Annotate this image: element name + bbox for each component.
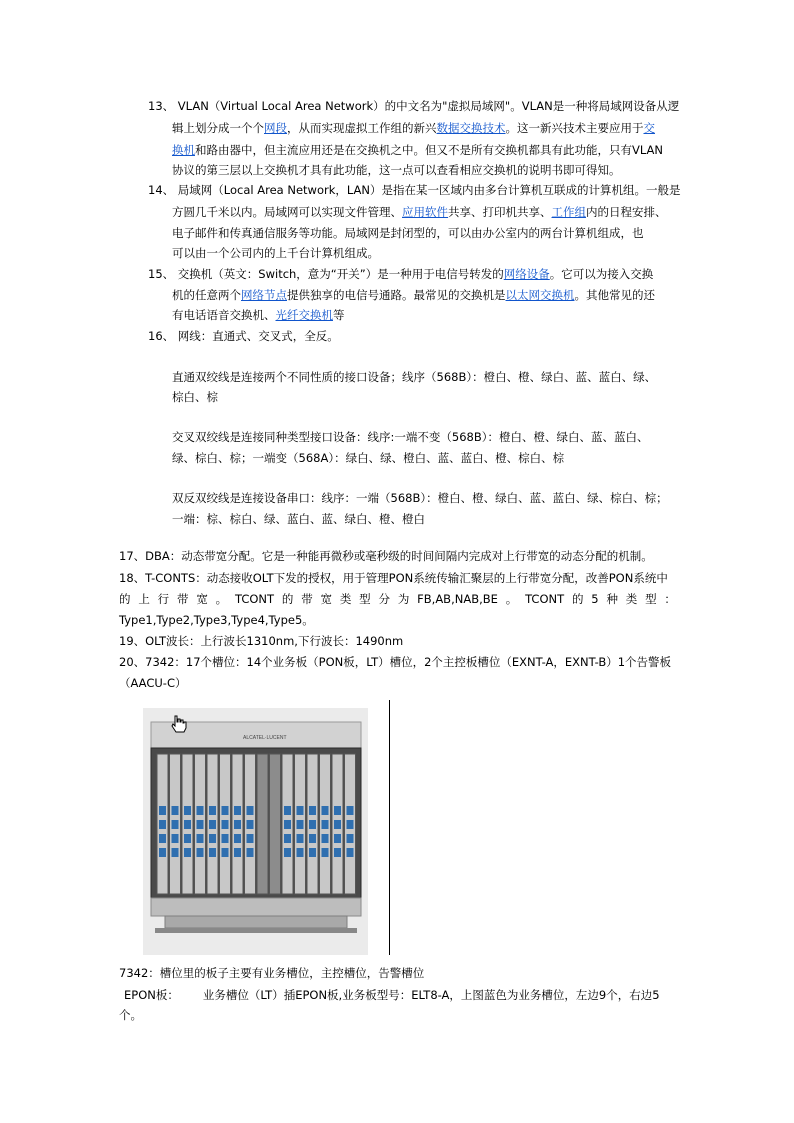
optical-port [347,848,354,857]
optical-port [247,806,254,815]
optical-port [309,806,316,815]
optical-port [334,834,341,843]
item-13-line-1: 13、 VLAN（Virtual Local Area Network）的中文名为"虚拟局域网"。VLAN是一种将局域网设备从逻 [148,99,680,113]
optical-port [347,806,354,815]
optical-port [347,820,354,829]
item-16-line-1: 16、 网线：直通式、交叉式，全反。 [148,329,339,343]
optical-port [334,820,341,829]
straight-cable-line-1: 直通双绞线是连接两个不同性质的接口设备；线序（568B）：橙白、橙、绿白、蓝、蓝白、绿、 [172,370,657,384]
optical-port [184,820,191,829]
item-14-line-1: 14、 局域网（Local Area Network，LAN）是指在某一区域内由多台计算机互联成的计算机组。一般是 [148,183,681,197]
optical-port [209,806,216,815]
crossover-cable-line-1: 交叉双绞线是连接同种类型接口设备：线序:一端不变（568B）：橙白、橙、绿白、蓝、蓝白、 [172,430,649,444]
optical-port [284,806,291,815]
optical-port [334,806,341,815]
brand-text: ALCATEL·LUCENT [243,735,287,741]
link-switch-part2[interactable]: 换机 [172,143,195,157]
item-20-line-1: 20、7342：17个槽位：14个业务板（PON板，LT）槽位，2个主控板槽位（EXNT-A，EXNT-B）1个告警板 [119,655,672,669]
optical-port [247,834,254,843]
optical-port [172,848,179,857]
optical-port [322,848,329,857]
optical-port [247,820,254,829]
optical-port [222,806,229,815]
optical-port [172,806,179,815]
link-fiber-switch[interactable]: 光纤交换机 [275,308,333,322]
optical-port [234,806,241,815]
straight-cable-line-2: 棕白、棕 [172,390,218,404]
epon-line-1 [124,985,660,1005]
item-20-line-2: （AACU-C） [119,676,187,690]
optical-port [222,834,229,843]
optical-port [322,834,329,843]
optical-port [322,820,329,829]
optical-port [172,834,179,843]
olt-chassis-photo [143,708,368,955]
link-switch-part1[interactable]: 交 [643,121,655,135]
item-13-line-4: 协议的第三层以上交换机才具有此功能，这一点可以查看相应交换机的说明书即可得知。 [172,163,621,177]
optical-port [184,834,191,843]
optical-port [284,848,291,857]
item-13-line-3: 换机和路由器中，但主流应用还是在交换机之中。但又不是所有交换机都具有此功能，只有VLAN [172,143,664,157]
link-network-device[interactable]: 网络设备 [503,267,550,281]
hand-cursor-icon [169,714,187,734]
item-14-line-4: 可以由一个公司内的上千台计算机组成。 [172,246,379,260]
optical-port [297,834,304,843]
optical-port [197,820,204,829]
chassis-illustration [143,708,368,955]
optical-port [297,820,304,829]
item-14-line-2: 方圆几千米以内。局域网可以实现文件管理、应用软件共享、打印机共享、工作组内的日程安排、 [172,205,667,219]
item-15-line-1: 15、 交换机（英文：Switch，意为“开关”）是一种用于电信号转发的网络设备。它可以为接入交换 [148,267,654,281]
optical-port [222,820,229,829]
rollover-cable-line-1: 双反双绞线是连接设备串口：线序：一端（568B）：橙白、橙、绿白、蓝、蓝白、绿、棕白、棕； [172,491,668,505]
optical-port [222,848,229,857]
optical-port [334,848,341,857]
optical-port [172,820,179,829]
optical-port [209,820,216,829]
optical-port [197,848,204,857]
item-14-line-3: 电子邮件和传真通信服务等功能。局域网是封闭型的，可以由办公室内的两台计算机组成，也 [172,226,644,240]
vertical-divider [389,700,390,955]
link-wangduan[interactable]: 网段 [264,121,287,135]
optical-port [284,834,291,843]
link-ethernet-switch[interactable]: 以太网交换机 [505,288,575,302]
item-18-line-3: Type1,Type2,Type3,Type4,Type5。 [119,613,314,627]
item-19: 19、OLT波长：上行波长1310nm,下行波长：1490nm [119,634,404,648]
optical-port [159,820,166,829]
optical-port [309,834,316,843]
epon-line-2: 个。 [119,1008,142,1022]
optical-port [234,834,241,843]
item-18-line-1: 18、T-CONTS：动态接收OLT下发的授权，用于管理PON系统传输汇聚层的上行带宽分配，改善PON系统中 [119,571,668,585]
optical-port [159,834,166,843]
rollover-cable-line-2: 一端：棕、棕白、绿、蓝白、蓝、绿白、橙、橙白 [172,512,425,526]
item-18-line-2: 的 上 行 带 宽 。 TCONT 的 带 宽 类 型 分 为 FB,AB,NAB,BE 。 TCONT 的 5 种 类 型 ： [119,592,676,606]
epon-text: 业务槽位（LT）插EPON板,业务板型号：ELT8-A，上图蓝色为业务槽位，左边9个，右边5 [202,988,660,1002]
optical-port [209,834,216,843]
link-workgroup[interactable]: 工作组 [551,205,586,219]
optical-port [197,806,204,815]
item-17: 17、DBA：动态带宽分配。它是一种能再微秒或毫秒级的时间间隔内完成对上行带宽的动态分配的机制。 [119,549,653,563]
crossover-cable-line-2: 绿、棕白、棕；一端变（568A）：绿白、绿、橙白、蓝、蓝白、橙、棕白、棕 [172,451,565,465]
optical-port [347,834,354,843]
item-15-line-3: 有电话语音交换机、光纤交换机等 [172,308,345,322]
item-15-line-2: 机的任意两个网络节点提供独享的电信号通路。最常见的交换机是以太网交换机。其他常见的还 [172,288,655,302]
link-data-exchange-tech[interactable]: 数据交换技术 [436,121,506,135]
control-slot [257,754,268,894]
optical-port [197,834,204,843]
optical-port [297,806,304,815]
item-13-line-2: 辑上划分成一个个网段，从而实现虚拟工作组的新兴数据交换技术。这一新兴技术主要应用于交 [172,121,655,135]
image-caption: 7342：槽位里的板子主要有业务槽位，主控槽位，告警槽位 [119,966,425,980]
optical-port [247,848,254,857]
optical-port [322,806,329,815]
optical-port [309,820,316,829]
epon-label: EPON板： [124,988,179,1002]
optical-port [159,806,166,815]
optical-port [234,820,241,829]
optical-port [184,806,191,815]
optical-port [184,848,191,857]
optical-port [297,848,304,857]
control-slot [270,754,281,894]
link-app-software[interactable]: 应用软件 [402,205,448,219]
optical-port [309,848,316,857]
link-network-node[interactable]: 网络节点 [241,288,287,302]
optical-port [234,848,241,857]
optical-port [284,820,291,829]
optical-port [159,848,166,857]
optical-port [209,848,216,857]
